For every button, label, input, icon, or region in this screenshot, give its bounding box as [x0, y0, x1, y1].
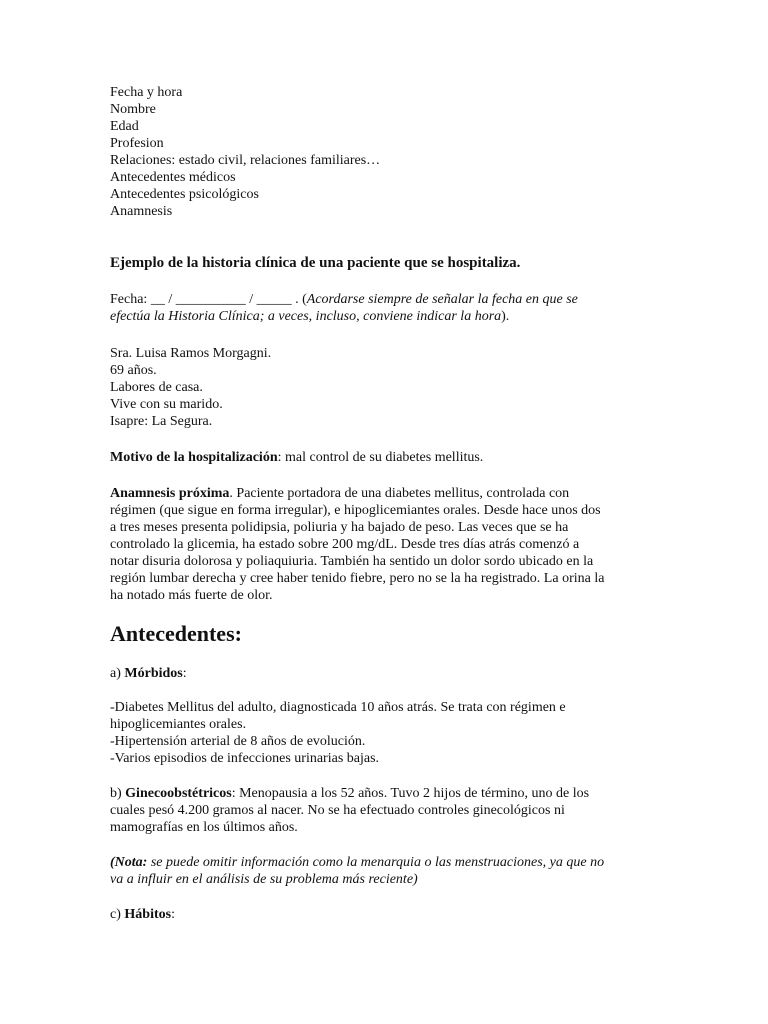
- motivo-label: Motivo de la hospitalización: [110, 450, 278, 465]
- morbidos-item: -Hipertensión arterial de 8 años de evolución.: [110, 734, 366, 749]
- patient-age: 69 años.: [110, 363, 157, 378]
- antecedentes-heading: Antecedentes:: [110, 621, 242, 646]
- morbidos-label: Mórbidos: [124, 666, 183, 681]
- document-page: [110, 84, 645, 923]
- field-item: Profesion: [110, 136, 164, 151]
- anamnesis-line: controlado la glicemia, ha estado sobre 200 mg/dL. Desde tres días atrás comenzó a: [110, 537, 580, 552]
- date-note-line1: Acordarse siempre de señalar la fecha en que se: [306, 292, 578, 307]
- nota-section: [110, 854, 645, 888]
- motivo-text: : mal control de su diabetes mellitus.: [277, 450, 484, 465]
- motivo-section: [110, 449, 645, 466]
- patient-info: [110, 345, 645, 430]
- fields-list: [110, 84, 645, 220]
- anamnesis-line: a tres meses presenta polidipsia, poliuria y ha bajado de peso. Las veces que se ha: [110, 520, 569, 535]
- morbidos-item: -Varios episodios de infecciones urinarias bajas.: [110, 751, 380, 766]
- anamnesis-line: notar disuria dolorosa y poliaquiuria. También ha sentido un dolor sordo ubicado en la: [110, 554, 594, 569]
- gineco-line: mamografías en los últimos años.: [110, 820, 298, 835]
- field-item: Anamnesis: [110, 204, 173, 219]
- patient-name: Sra. Luisa Ramos Morgagni.: [110, 346, 272, 361]
- anamnesis-line: régimen (que sigue en forma irregular), e hipoglicemiantes orales. Desde hace unos dos: [110, 503, 601, 518]
- morbidos-suffix: :: [182, 666, 187, 681]
- nota-label: (Nota:: [110, 855, 148, 870]
- date-prefix: Fecha: __ / __________ / _____ . (: [110, 292, 307, 307]
- habitos-prefix: c): [110, 907, 125, 922]
- field-item: Relaciones: estado civil, relaciones familiares…: [110, 153, 381, 168]
- field-item: Antecedentes médicos: [110, 170, 236, 185]
- gineco-prefix: b): [110, 786, 126, 801]
- habitos-label: Hábitos: [124, 907, 172, 922]
- morbidos-prefix: a): [110, 666, 125, 681]
- date-note-line2: efectúa la Historia Clínica; a veces, incluso, conviene indicar la hora: [110, 309, 502, 324]
- anamnesis-line: región lumbar derecha y cree haber tenido fiebre, pero no se la ha registrado. La orina la: [110, 571, 605, 586]
- gineco-line: : Menopausia a los 52 años. Tuvo 2 hijos de término, uno de los: [231, 786, 590, 801]
- habitos-suffix: :: [171, 907, 175, 922]
- anamnesis-line: . Paciente portadora de una diabetes mellitus, controlada con: [229, 486, 570, 501]
- field-item: Fecha y hora: [110, 85, 183, 100]
- morbidos-section: [110, 665, 645, 682]
- field-item: Edad: [110, 119, 139, 134]
- nota-line: va a influir en el análisis de su problema más reciente): [110, 872, 418, 887]
- anamnesis-label: Anamnesis próxima: [110, 486, 230, 501]
- field-item: Nombre: [110, 102, 156, 117]
- date-line: [110, 291, 645, 325]
- example-heading: Ejemplo de la historia clínica de una paciente que se hospitaliza.: [110, 255, 521, 271]
- nota-line: se puede omitir información como la menarquia o las menstruaciones, ya que no: [147, 855, 605, 870]
- field-item: Antecedentes psicológicos: [110, 187, 259, 202]
- morbidos-items: [110, 699, 645, 767]
- anamnesis-section: [110, 485, 645, 604]
- patient-occupation: Labores de casa.: [110, 380, 203, 395]
- gineco-label: Ginecoobstétricos: [125, 786, 232, 801]
- date-suffix: ).: [501, 309, 510, 324]
- morbidos-item: -Diabetes Mellitus del adulto, diagnosticada 10 años atrás. Se trata con régimen e: [110, 700, 566, 715]
- anamnesis-line: ha notado más fuerte de olor.: [110, 588, 273, 603]
- gineco-section: [110, 785, 645, 836]
- habitos-section: [110, 906, 645, 923]
- gineco-line: cuales pesó 4.200 gramos al nacer. No se ha efectuado controles ginecológicos ni: [110, 803, 565, 818]
- patient-living: Vive con su marido.: [110, 397, 223, 412]
- morbidos-item: hipoglicemiantes orales.: [110, 717, 247, 732]
- patient-isapre: Isapre: La Segura.: [110, 414, 213, 429]
